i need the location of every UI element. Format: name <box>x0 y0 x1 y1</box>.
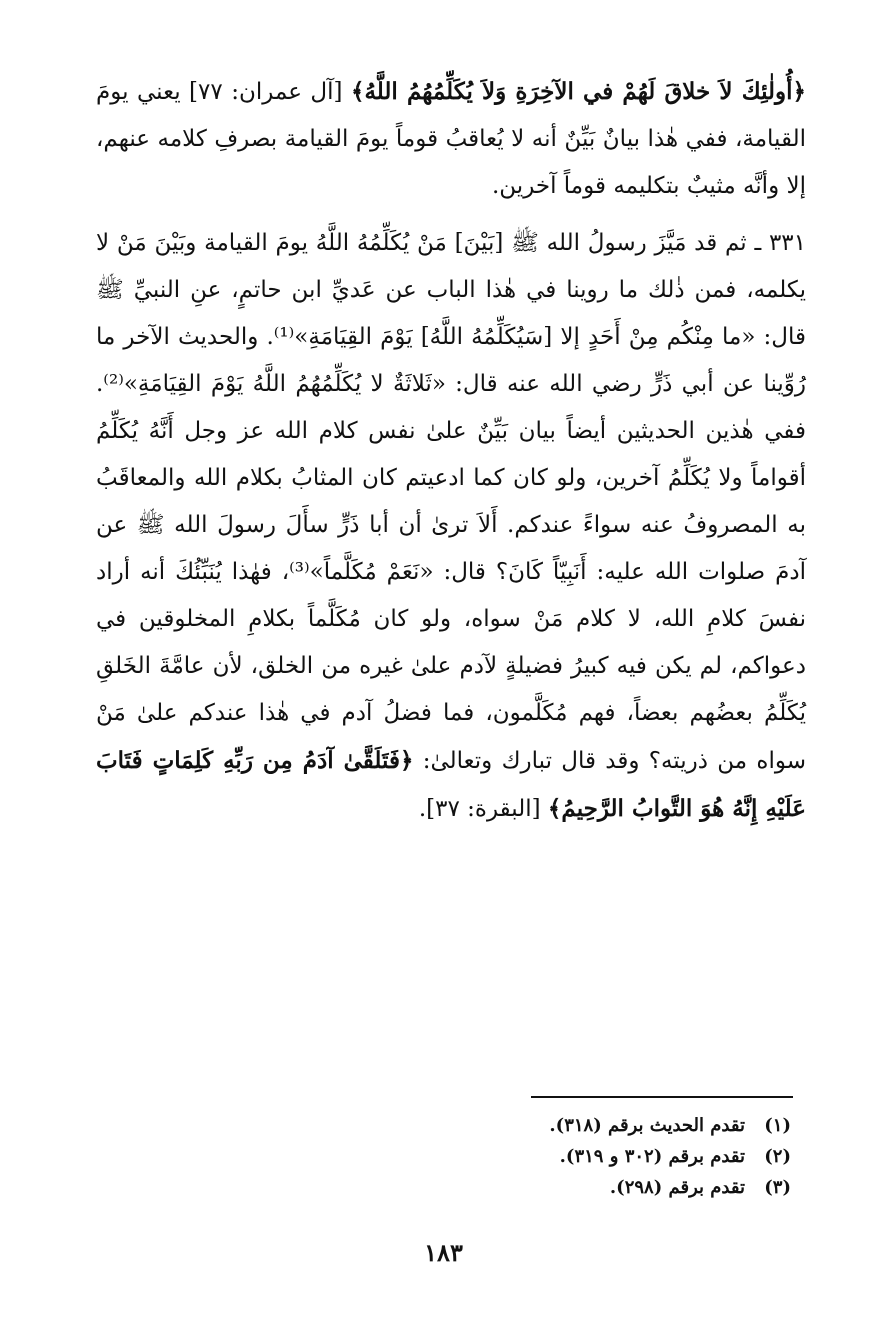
footnotes <box>411 1110 791 1203</box>
footnote-divider <box>531 1096 793 1098</box>
paragraph-text: ٣٣١ ـ ثم قد مَيَّزَ رسولُ الله ﷺ [بَيْنَ] مَنْ يُكَلِّمُهُ اللَّهُ يومَ القيامة وبَيْنَ مَنْ لا يكلمه، فمن ذٰلك ما روينا في هٰذا الباب عن عَديِّ ابن حاتمٍ، عنِ النبيِّ ﷺ قال: «ما مِنْكُم مِنْ أَحَدٍ إلا [سَيُكَلِّمُهُ اللَّهُ] يَوْمَ القِيَامَةِ»⁽¹⁾. والحديث الآخر ما رُوِّينا عن أبي ذَرٍّ رضي الله عنه قال: «ثَلاثَةٌ لا يُكَلِّمُهُمُ اللَّهُ يَوْمَ القِيَامَةِ»⁽²⁾. ففي هٰذين الحديثين أيضاً بيان بَيِّنٌ علىٰ نفس كلام الله عز وجل أَنَّهُ يُكَلِّمُ أقواماً ولا يُكَلِّمُ آخرين، ولو كان كما ادعيتم كان المثابُ بكلام الله والمعاقَبُ به المصروفُ عنه سواءً عندكم. أَلاَ ترىٰ أن أبا ذَرٍّ سأَلَ رسولَ الله ﷺ عن آدمَ صلوات الله عليه: أَنَبِيّاً كَانَ؟ قال: «نَعَمْ مُكَلَّماً»⁽³⁾، فهٰذا يُنَبِّئُكَ أنه أراد نفسَ كلامِ الله، لا كلام مَنْ سواه، ولو كان مُكَلَّماً بكلامِ المخلوقين في دعواكم، لم يكن فيه كبيرُ فضيلةٍ لآدم علىٰ غيره من الخلق، لأن عامَّةَ الخَلقِ يُكَلِّمُ بعضُهم بعضاً، فهم مُكَلَّمون، فما فضلُ آدم في هٰذا عندكم علىٰ مَنْ سواه من ذريته؟ وقد قال تبارك وتعالىٰ: <box>96 230 807 774</box>
main-text <box>96 68 806 833</box>
footnote-number: (١) <box>764 1115 791 1136</box>
footnote-text: تقدم برقم (٣٠٢ و ٣١٩). <box>559 1146 745 1167</box>
paragraph-331 <box>96 220 806 833</box>
footnote-number: (٢) <box>764 1146 791 1167</box>
paragraph-1 <box>96 68 806 210</box>
footnote-item <box>411 1141 791 1172</box>
verse-citation: [البقرة: ٣٧]. <box>418 796 548 822</box>
page-number: ١٨٣ <box>424 1238 463 1267</box>
footnote-text: تقدم برقم (٢٩٨). <box>609 1177 745 1198</box>
footnote-text: تقدم الحديث برقم (٣١٨). <box>549 1115 745 1136</box>
quran-verse-quote: ﴿فَتَلَقَّىٰ آدَمُ مِن رَبِّهِ كَلِمَاتٍ فَتَابَ عَلَيْهِ إِنَّهُ هُوَ التَّوابُ الرَّحِيمُ﴾ <box>96 747 806 822</box>
footnote-item <box>411 1110 791 1141</box>
paragraph-text: [آل عمران: ٧٧] يعني يومَ القيامة، ففي هٰذا بيانٌ بَيِّنٌ أنه لا يُعاقبُ قوماً يومَ القيامة بصرفِ كلامه عنهم، إلا وأنَّه مثيبٌ بتكليمه قوماً آخرين. <box>96 79 806 199</box>
footnote-number: (٣) <box>764 1177 791 1198</box>
footnote-item <box>411 1172 791 1203</box>
quran-verse-quote: ﴿أُولٰئِكَ لاَ خلاقَ لَهُمْ في الآخِرَةِ وَلاَ يُكَلِّمُهُمُ اللَّهُ﴾ <box>350 78 806 105</box>
